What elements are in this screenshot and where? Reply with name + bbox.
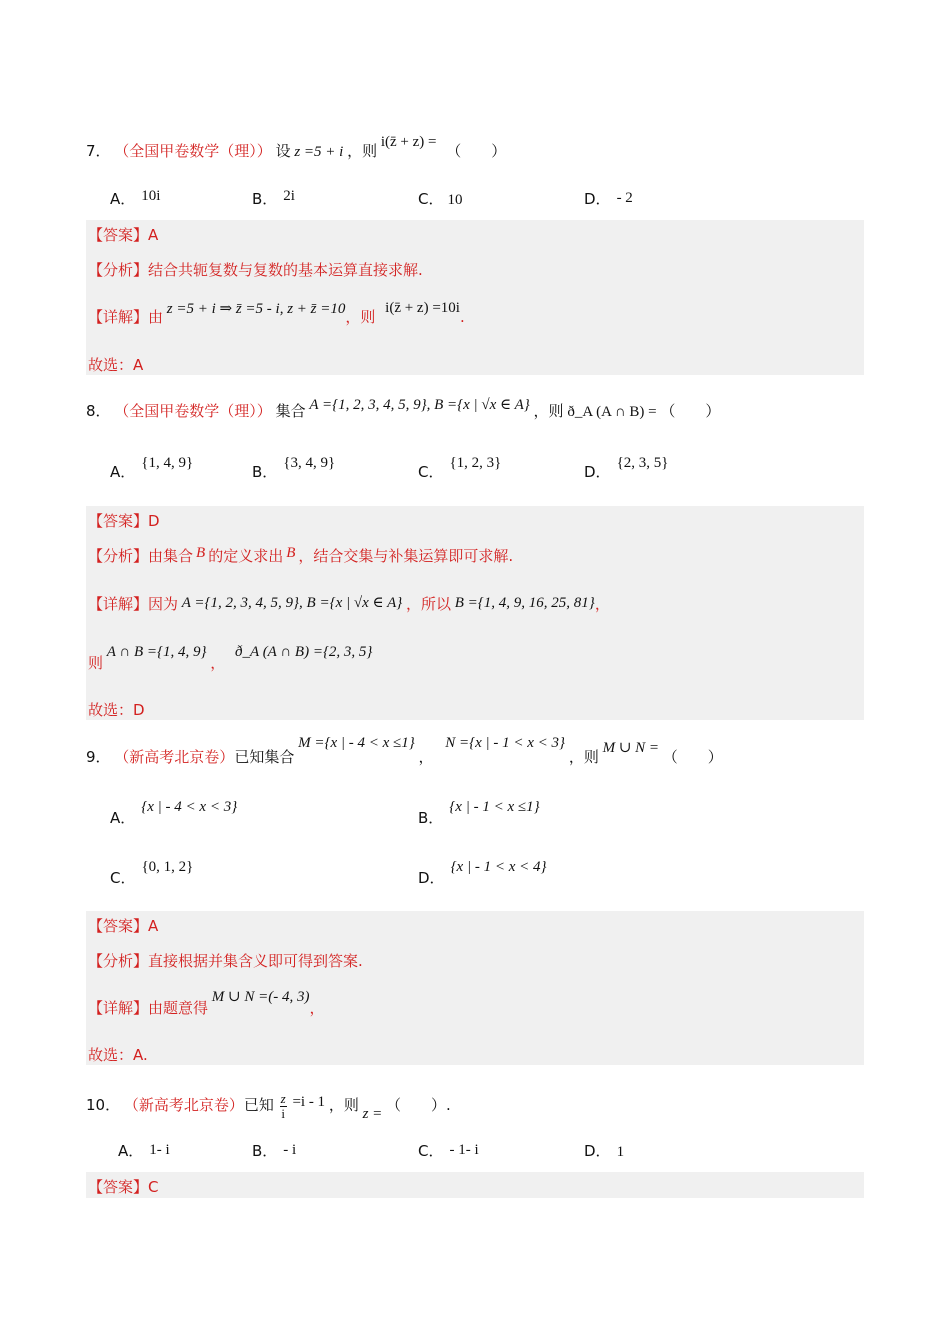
analysis-text: 结合共轭复数与复数的基本运算直接求解. (148, 261, 423, 279)
stem-text: 集合 (275, 402, 306, 420)
answer-label: 【答案】 (88, 917, 149, 935)
stem-text: ，则 (533, 402, 564, 420)
option-c (110, 859, 194, 888)
answer-blank: （ ） (446, 142, 507, 160)
option-value: {x | - 4 < x < 3} (141, 799, 238, 815)
analysis-math: B (196, 545, 206, 561)
option-key: D． (584, 463, 611, 481)
answer-label: 【答案】 (88, 1178, 149, 1196)
option-value: 10i (141, 188, 161, 204)
option-c (418, 1140, 479, 1161)
stem-math: ð_A (A ∩ B) = (567, 404, 657, 420)
stem-text: ，则 (568, 748, 599, 766)
option-key: C． (418, 190, 444, 208)
detail-math: z =5 + i ⇒ z̄ =5 - i, z + z̄ =10 (166, 301, 346, 317)
stem-text: ，则 (328, 1095, 359, 1114)
answer-blank: （ ） (660, 402, 721, 420)
question-number: 7． (86, 142, 111, 160)
option-value: {x | - 1 < x ≤1} (449, 799, 540, 815)
solution-box-7 (86, 220, 864, 375)
option-value: - i (283, 1142, 297, 1158)
detail-math: A ={1, 2, 3, 4, 5, 9}, B ={x | √x ∈ A} (181, 595, 403, 611)
option-key: B． (418, 809, 444, 827)
choice-line (88, 354, 143, 375)
analysis-line (88, 259, 423, 280)
detail-text: 则 (88, 654, 104, 672)
final-choice: 故选：A. (88, 1046, 148, 1064)
question-source: （全国甲卷数学（理）） (114, 142, 272, 160)
option-value: {1, 4, 9} (141, 455, 194, 471)
detail-label: 【详解】 (88, 999, 149, 1017)
option-key: B． (252, 463, 278, 481)
question-number: 9． (86, 748, 111, 766)
analysis-text: 的定义求出 (208, 547, 284, 565)
detail-text: ，则 (345, 308, 376, 326)
option-key: A． (110, 190, 136, 208)
analysis-label: 【分析】 (88, 547, 149, 565)
option-d (584, 455, 669, 482)
solution-box-10 (86, 1172, 864, 1198)
analysis-line (88, 545, 513, 566)
option-value: {x | - 1 < x < 4} (450, 859, 547, 875)
fraction (280, 1092, 287, 1121)
stem-math: z = (362, 1105, 383, 1122)
detail-line (88, 989, 325, 1018)
question-9 (86, 735, 723, 767)
question-10 (86, 1092, 451, 1121)
stem-math: N ={x | - 1 < x < 3} (445, 735, 566, 751)
stem-math: M ={x | - 4 < x ≤1} (298, 735, 415, 751)
option-key: A． (110, 463, 136, 481)
option-value: 1- i (149, 1142, 170, 1158)
option-key: C． (418, 1142, 444, 1160)
detail-math: B ={1, 4, 9, 16, 25, 81} (454, 595, 595, 611)
option-c (418, 188, 462, 209)
answer-value: D (148, 512, 160, 530)
answer-value: C (148, 1178, 159, 1196)
detail-math: M ∪ N =(- 4, 3) (211, 989, 310, 1005)
detail-text: ， (210, 654, 226, 672)
stem-math: M ∪ N = (602, 740, 660, 756)
detail-math: A ∩ B ={1, 4, 9} (106, 644, 207, 660)
option-d (418, 859, 547, 888)
option-key: A． (110, 809, 136, 827)
final-choice: 故选：D (88, 701, 145, 719)
stem-math: i(z̄ + z) = (380, 134, 437, 150)
option-key: C． (418, 463, 444, 481)
fraction-denominator: i (281, 1106, 285, 1121)
answer-blank: （ ）. (386, 1095, 451, 1114)
detail-line (88, 593, 610, 614)
option-b (418, 799, 540, 828)
answer-value: A (148, 226, 159, 244)
detail-text: 由 (148, 308, 164, 326)
option-value: {2, 3, 5} (616, 455, 669, 471)
option-key: A． (118, 1142, 144, 1160)
option-key: D． (418, 869, 445, 887)
option-key: D． (584, 190, 611, 208)
question-number: 8． (86, 402, 111, 420)
option-b (252, 188, 295, 209)
detail-line-2 (88, 644, 373, 673)
stem-text: ， (418, 748, 434, 766)
analysis-line (88, 950, 363, 971)
option-value: {1, 2, 3} (449, 455, 502, 471)
option-key: D． (584, 1142, 611, 1160)
question-source: （全国甲卷数学（理）） (114, 402, 272, 420)
analysis-text: 直接根据并集含义即可得到答案. (148, 952, 363, 970)
detail-line (88, 300, 465, 327)
option-a (110, 188, 160, 209)
answer-line (88, 915, 158, 936)
detail-label: 【详解】 (88, 308, 149, 326)
stem-math: =i - 1 (292, 1093, 326, 1110)
stem-text: 已知集合 (234, 748, 295, 766)
analysis-text: ，结合交集与补集运算即可求解. (298, 547, 514, 565)
final-choice: 故选：A (88, 356, 144, 374)
answer-line (88, 1176, 159, 1197)
answer-line (88, 224, 158, 245)
choice-line (88, 1044, 148, 1065)
question-7 (86, 134, 507, 161)
analysis-text: 由集合 (148, 547, 194, 565)
option-d (584, 1140, 624, 1161)
option-value: {3, 4, 9} (283, 455, 336, 471)
option-a (110, 455, 194, 482)
option-value: - 2 (616, 190, 633, 206)
option-b (252, 455, 336, 482)
option-key: B． (252, 1142, 278, 1160)
answer-label: 【答案】 (88, 226, 149, 244)
detail-label: 【详解】 (88, 595, 149, 613)
option-key: B． (252, 190, 278, 208)
solution-box-9 (86, 911, 864, 1065)
stem-text: 已知 (243, 1095, 274, 1114)
detail-text: ， (594, 595, 610, 613)
option-value: - 1- i (449, 1142, 479, 1158)
option-a (110, 799, 238, 828)
analysis-label: 【分析】 (88, 952, 149, 970)
detail-text: 由题意得 (148, 999, 209, 1017)
option-c (418, 455, 502, 482)
detail-text: ， (309, 999, 325, 1017)
option-b (252, 1140, 296, 1161)
option-value: 10 (447, 192, 463, 208)
question-8 (86, 397, 721, 421)
choice-line (88, 699, 145, 720)
detail-math: i(z̄ + z) =10i (385, 300, 460, 316)
detail-text: . (459, 308, 465, 326)
answer-blank: （ ） (662, 748, 723, 766)
question-source: （新高考北京卷） (123, 1095, 244, 1114)
option-value: 1 (616, 1144, 625, 1160)
detail-math: ð_A (A ∩ B) ={2, 3, 5} (235, 644, 373, 660)
stem-math: z =5 + i (294, 144, 344, 160)
question-number: 10． (86, 1095, 121, 1114)
answer-value: A (148, 917, 159, 935)
stem-text: 设 (275, 142, 291, 160)
analysis-label: 【分析】 (88, 261, 149, 279)
fraction-numerator: z (280, 1091, 286, 1106)
stem-text: ，则 (347, 142, 378, 160)
answer-label: 【答案】 (88, 512, 149, 530)
detail-text: ，所以 (406, 595, 452, 613)
option-d (584, 188, 633, 209)
detail-text: 因为 (148, 595, 179, 613)
stem-math: A ={1, 2, 3, 4, 5, 9}, B ={x | √x ∈ A} (309, 397, 530, 413)
answer-line (88, 510, 160, 531)
question-source: （新高考北京卷） (114, 748, 235, 766)
option-a (118, 1140, 170, 1161)
option-key: C． (110, 869, 136, 887)
option-value: 2i (283, 188, 295, 204)
option-value: {0, 1, 2} (141, 859, 194, 875)
analysis-math: B (286, 545, 296, 561)
